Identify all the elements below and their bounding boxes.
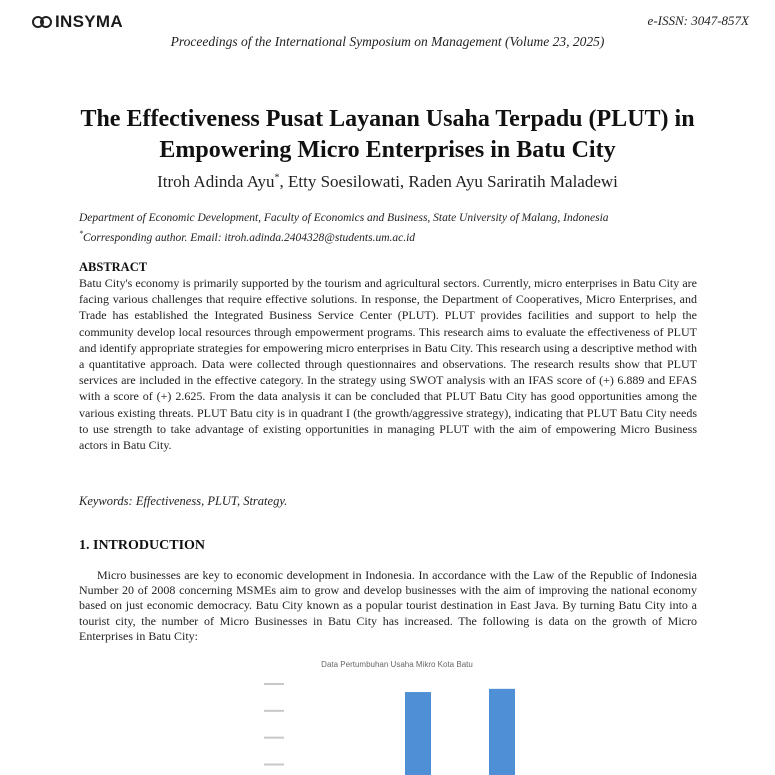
corresponding-author-text: Corresponding author. Email: itroh.adinda.2404328@students.um.ac.id — [83, 231, 416, 244]
chart-bar — [405, 692, 431, 775]
y-tick-mark — [264, 764, 284, 766]
chart-plot — [262, 660, 532, 775]
first-author: Itroh Adinda Ayu — [157, 172, 275, 191]
micro-enterprise-growth-chart — [262, 660, 532, 775]
affiliation-block — [79, 211, 719, 246]
y-tick-mark — [264, 737, 284, 739]
insyma-logo — [32, 12, 123, 32]
authors — [0, 172, 775, 192]
affiliation: Department of Economic Development, Faculty of Economics and Business, State University of Malang, Indonesia — [79, 212, 609, 224]
issn: e-ISSN: 3047-857X — [647, 13, 749, 28]
other-authors: , Etty Soesilowati, Raden Ayu Sariratih Maladewi — [279, 172, 618, 191]
corresponding-author-mark: * — [79, 229, 83, 238]
corresponding-mark: * — [274, 172, 280, 184]
introduction-heading: 1. INTRODUCTION — [79, 538, 206, 553]
y-tick-mark — [264, 710, 284, 712]
introduction-text: Micro businesses are key to economic development in Indonesia. In accordance with the Law of the Republic of Indonesia Number 20 of 2008 concerning MSMEs aim to grow and develop businesses with the aim of improving the national economy based on just economic democracy. Batu City known as a popular tourist destination in East Java. By turning Batu City into a tourist city, the number of Micro Businesses in Batu City has increased. The following is data on the growth of Micro Enterprises in Batu City: — [79, 568, 697, 643]
keywords: Keywords: Effectiveness, PLUT, Strategy. — [79, 494, 288, 508]
corresponding-author — [79, 226, 719, 246]
proceedings-line: Proceedings of the International Symposium on Management (Volume 23, 2025) — [170, 34, 605, 49]
paper-title: The Effectiveness Pusat Layanan Usaha Terpadu (PLUT) in Empowering Micro Enterprises in Batu City — [80, 106, 695, 163]
insyma-logo-icon — [32, 15, 54, 29]
y-tick-mark — [264, 683, 284, 685]
abstract-heading: ABSTRACT — [79, 260, 148, 274]
logo-text: INSYMA — [55, 12, 123, 31]
abstract-text: Batu City's economy is primarily supported by the tourism and agricultural sectors. Currently, micro enterprises in Batu City are facing various challenges that require effective solutions. In response, the Department of Cooperatives, Micro Enterprises, and Trade has established the Integrated Business Service Center (PLUT). PLUT provides facilities and support to help the community develop local resources through empowerment programs. This research aims to evaluate the effectiveness of PLUT and identify appropriate strategies for empowering micro enterprises in Batu City. This research using a descriptive method with a quantitative approach. Data were collected through questionnaires and observations. The research results show that PLUT services are included in the effective category. In the strategy using SWOT analysis with an IFAS score of (+) 6.889 and EFAS with a score of (+) 2.625. From the data analysis it can be concluded that PLUT Batu City has good opportunities among the various existing threats. PLUT Batu city is in quadrant I (the growth/aggressive strategy), indicating that PLUT Batu City needs to use strength to take advantage of existing opportunities in managing PLUT with the aim of empowering Micro Business actors in Batu City. — [79, 276, 697, 453]
chart-bar — [489, 689, 515, 775]
chart-title: Data Pertumbuhan Usaha Mikro Kota Batu — [321, 660, 473, 669]
